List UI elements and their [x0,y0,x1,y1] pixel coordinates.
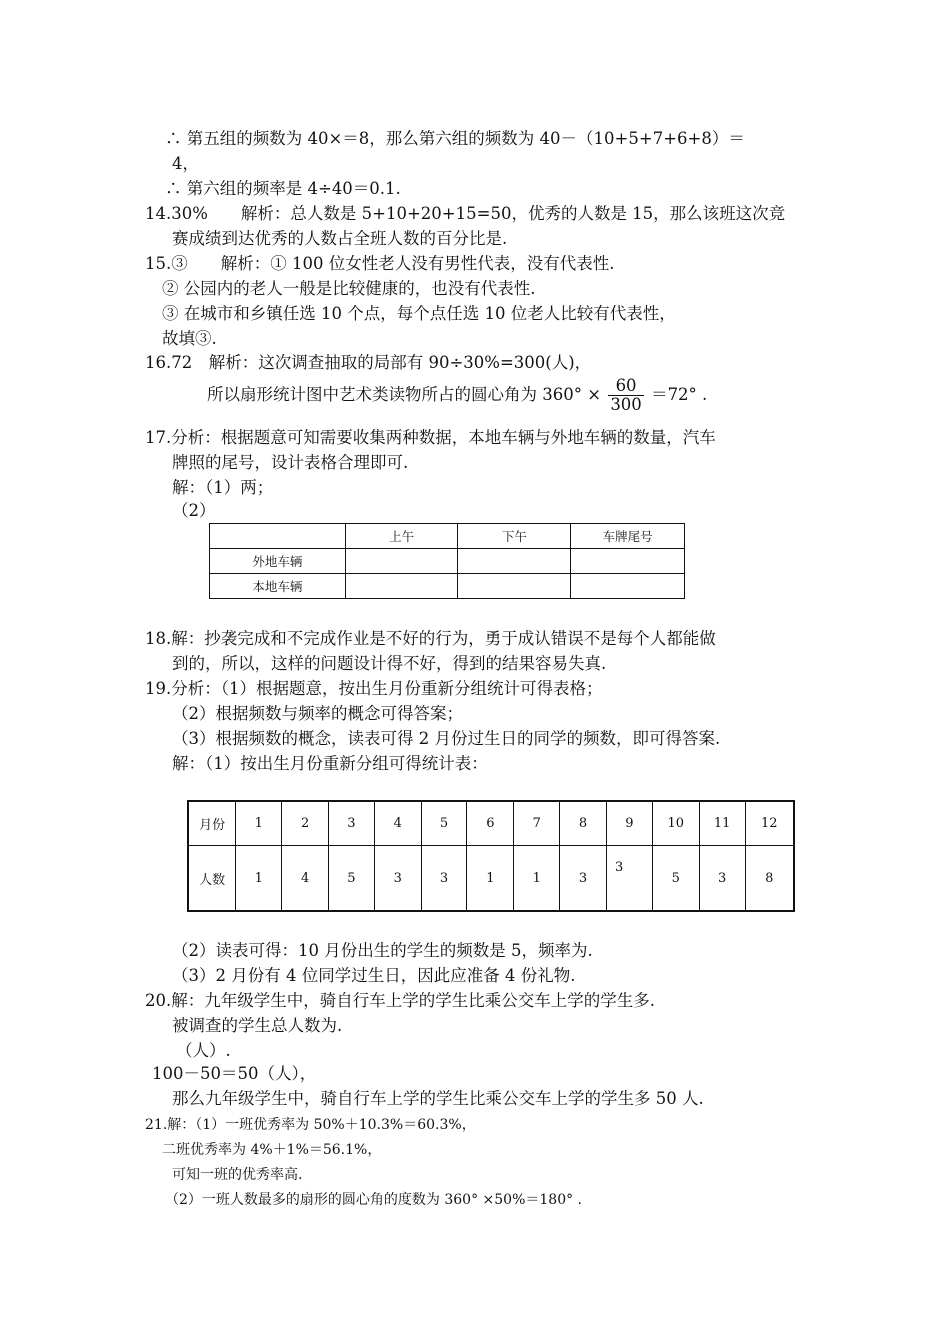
count-row [188,846,794,912]
text-line: （2）读表可得：10 月份出生的学生的频数是 5，频率为. [172,941,593,960]
text-line: 15.③ 解析：① 100 位女性老人没有男性代表，没有代表性. [145,254,615,273]
birth-month-table [187,800,795,912]
row-label: 月份 [188,801,236,846]
table-cell [571,549,685,574]
text-line: 17.分析：根据题意可知需要收集两种数据，本地车辆与外地车辆的数量，汽车 [145,428,716,447]
table-cell: 本地车辆 [210,574,346,599]
text-line: 解：（1）按出生月份重新分组可得统计表： [172,754,488,773]
month-cell: 3 [329,801,375,846]
table-header-cell: 车牌尾号 [571,524,685,549]
text-line: ② 公园内的老人一般是比较健康的，也没有代表性. [162,279,536,298]
count-cell: 8 [745,846,794,912]
text-line: （2）一班人数最多的扇形的圆心角的度数为 360° ×50%＝180° . [165,1192,582,1208]
text-line: 二班优秀率为 4%＋1%＝56.1%， [162,1142,382,1158]
text-line: 牌照的尾号，设计表格合理即可. [172,453,409,472]
month-cell: 7 [514,801,560,846]
fraction-denominator: 300 [610,395,642,414]
table-row [210,549,685,574]
text-line: 解：（1）两； [172,478,274,497]
text-line: 100－50＝50（人）， [152,1064,317,1083]
count-cell: 3 [699,846,745,912]
text-line: 赛成绩到达优秀的人数占全班人数的百分比是. [172,229,508,248]
count-cell: 5 [329,846,375,912]
month-cell: 4 [374,801,421,846]
month-cell: 12 [745,801,794,846]
table-cell [571,574,685,599]
count-cell: 4 [282,846,329,912]
month-cell: 5 [421,801,467,846]
text-line: （3）根据频数的概念，读表可得 2 月份过生日的同学的频数，即可得答案. [172,729,721,748]
count-cell: 1 [467,846,514,912]
month-cell: 6 [467,801,514,846]
count-cell: 3 [374,846,421,912]
text-line: （2） [172,501,216,520]
count-cell: 1 [514,846,560,912]
text-line: ③ 在城市和乡镇任选 10 个点，每个点任选 10 位老人比较有代表性， [162,304,676,323]
text-line: 故填③. [162,329,217,348]
text-line: 14.30% 解析：总人数是 5+10+20+15=50，优秀的人数是 15，那么该班这次竞 [145,204,786,223]
table-cell [458,574,571,599]
count-cell: 3 [560,846,607,912]
text-line: （人）. [176,1041,231,1060]
text-line: 16.72 解析：这次调查抽取的局部有 90÷30%=300(人)， [145,353,592,372]
text-line: 20.解：九年级学生中，骑自行车上学的学生比乘公交车上学的学生多. [145,991,655,1010]
formula-result: ＝72° . [651,385,708,404]
text-line: ∴ 第六组的频率是 4÷40＝0.1. [165,179,401,198]
table-header-cell: 上午 [345,524,458,549]
fraction [608,377,644,414]
month-row [188,801,794,846]
count-cell: 5 [652,846,699,912]
table-header-cell: 下午 [458,524,571,549]
month-cell: 11 [699,801,745,846]
table-cell [458,549,571,574]
fraction-numerator: 60 [608,377,644,396]
row-label: 人数 [188,846,236,912]
count-cell [606,846,652,912]
month-cell: 10 [652,801,699,846]
text-line: 18.解：抄袭完成和不完成作业是不好的行为，勇于成认错误不是每个人都能做 [145,629,716,648]
count-value: 3 [614,860,624,875]
text-line: 21.解：（1）一班优秀率为 50%＋10.3%＝60.3%， [145,1117,476,1133]
count-cell: 3 [421,846,467,912]
formula-text: 所以扇形统计图中艺术类读物所占的圆心角为 360° × [207,385,602,404]
text-line: 4， [172,154,199,173]
text-line: 那么九年级学生中，骑自行车上学的学生比乘公交车上学的学生多 50 人. [172,1089,704,1108]
text-line: （2）根据频数与频率的概念可得答案； [172,704,463,723]
table-header-cell [210,524,346,549]
formula-line [207,375,707,415]
text-line: 被调查的学生总人数为. [172,1016,343,1035]
count-cell: 1 [236,846,282,912]
month-cell: 1 [236,801,282,846]
month-cell: 2 [282,801,329,846]
vehicle-table [209,523,685,599]
text-line: 可知一班的优秀率高. [172,1167,303,1183]
month-cell: 8 [560,801,607,846]
text-line: （3）2 月份有 4 位同学过生日，因此应准备 4 份礼物. [172,966,576,985]
text-line: 19.分析：（1）根据题意，按出生月份重新分组统计可得表格； [145,679,603,698]
month-cell: 9 [606,801,652,846]
table-cell [345,574,458,599]
table-cell [345,549,458,574]
table-row [210,574,685,599]
text-line: 到的，所以，这样的问题设计得不好，得到的结果容易失真. [172,654,607,673]
text-line: ∴ 第五组的频数为 40×＝8，那么第六组的频数为 40－（10+5+7+6+8）＝ [165,129,745,148]
table-cell: 外地车辆 [210,549,346,574]
